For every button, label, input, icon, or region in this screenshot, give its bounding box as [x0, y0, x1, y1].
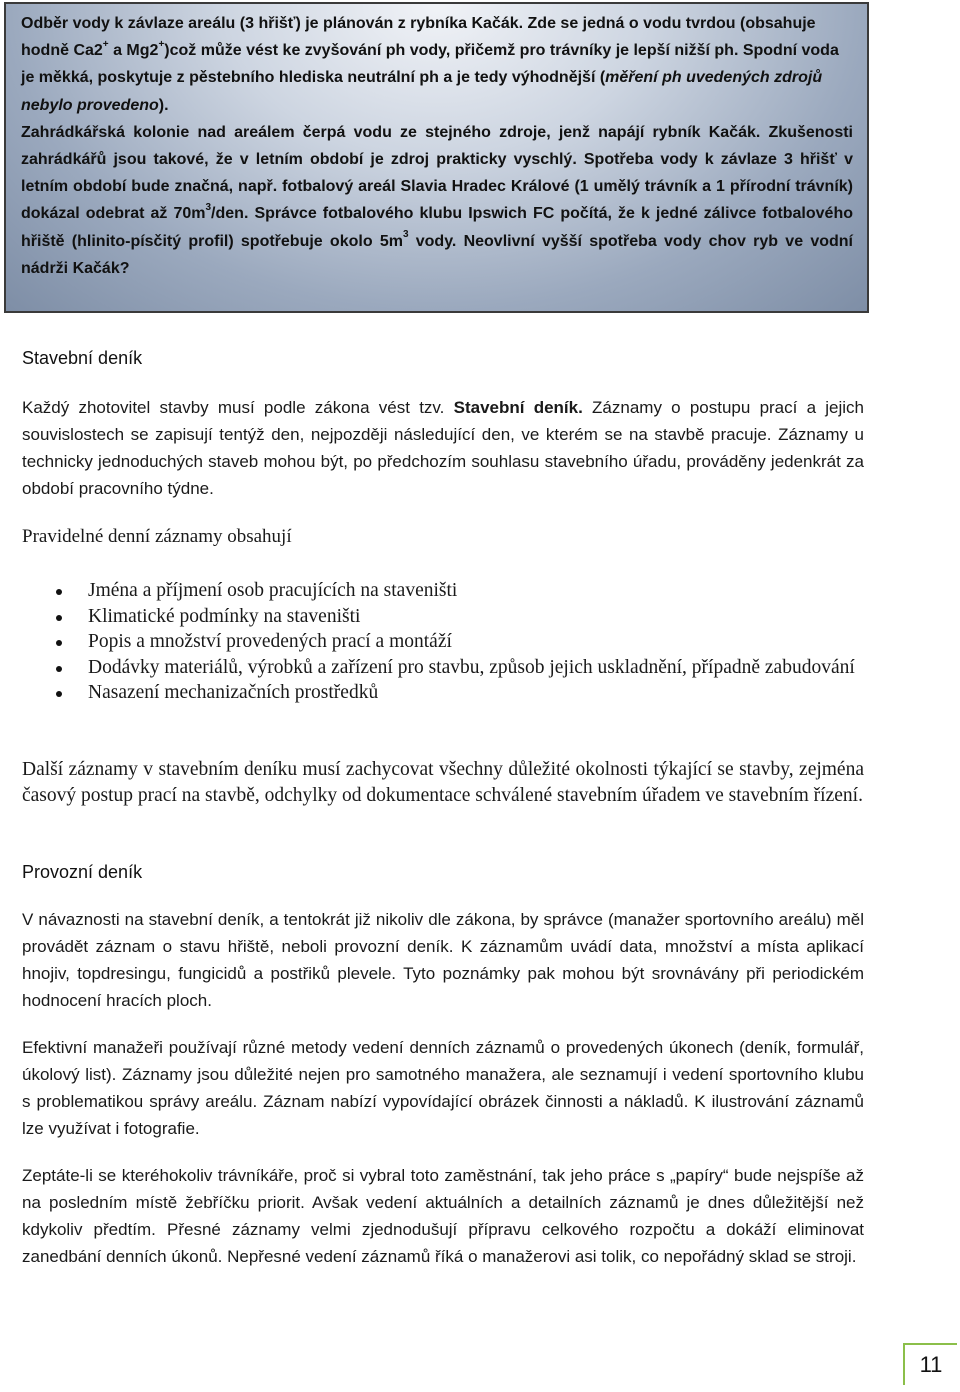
provozni-paragraph-3 — [22, 1162, 864, 1270]
stavebni-paragraph — [22, 394, 864, 502]
superscript: + — [102, 38, 109, 50]
callout-paragraph-1 — [21, 10, 853, 119]
text: Záznamy o postupu prací a jejich souvislostech se zapisují tentýž den, nejpozději následující den, ve kterém se na stavbě pracuje. Záznamy u technicky jednoduchých staveb mohou být, po předchozím souhlasu stavebního úřadu, prováděny jedenkrát za období pracovního týdne. — [22, 398, 864, 498]
text: Každý zhotovitel stavby musí podle zákona vést tzv. — [22, 398, 454, 417]
paragraph: Další záznamy v stavebním deníku musí zachycovat všechny důležité okolnosti týkající se stavby, zejména časový postup prací na stavbě, odchylky od dokumentace schválené stavebním úřadem ve stavebním řízení. — [22, 759, 864, 806]
superscript: 3 — [205, 202, 212, 214]
callout-text: )což může vést ke zvyšování ph vody, přičemž pro trávníky je lepší nižší ph. — [164, 42, 739, 60]
provozni-paragraph-2 — [22, 1034, 864, 1142]
records-list — [22, 578, 864, 706]
water-note-callout — [4, 2, 869, 313]
section-heading: Provozní deník — [22, 862, 143, 882]
bold-term: Stavební deník. — [453, 398, 583, 417]
callout-text: ). — [158, 96, 169, 114]
stavebni-denik-section — [22, 348, 864, 369]
callout-text: vody. Neovlivní vyšší spotřeba vody chov ryb ve vodní nádrži Kačák? — [21, 232, 853, 277]
callout-italic-note: měření ph uvedených zdrojů nebylo provedeno — [21, 69, 823, 114]
section-heading: Stavební deník — [22, 348, 143, 368]
paragraph: Efektivní manažeři používají různé metody vedení denních záznamů o provedených úkonech (deník, formulář, úkolový list). Záznamy jsou důležité nejen pro samotného manažera, ale seznamují i vedení sportovního klubu s problematikou správy areálu. Záznam nabízí vypovídající obrázek činnosti a nákladů. K ilustrování záznamů lze využívat i fotografie. — [22, 1038, 864, 1138]
callout-text: /den. Správce fotbalového klubu Ipswich FC počítá, že k jedné zálivce fotbalového hřiště (hlinito-písčitý profil) spotřebuje okolo 5m — [21, 205, 853, 250]
paragraph: Zeptáte-li se kteréhokoliv trávníkáře, proč si vybral toto zaměstnání, tak jeho práce s „papíry“ bude nejspíše až na posledním místě žebříčku priorit. Avšak vedení aktuálních a detailních záznamů je dnes důležitější než kdykoliv předtím. Přesné záznamy velmi zjednodušují přípravu celkového rozpočtu a dokáží eliminovat zanedbání denních úkonů. Nepřesné vedení záznamů říká o manažerovi asi tolik, co nepořádný sklad se stroji. — [22, 1166, 864, 1266]
paragraph — [22, 394, 864, 502]
superscript: + — [158, 38, 165, 50]
stavebni-closing — [22, 757, 864, 809]
paragraph: V návaznosti na stavební deník, a tentokrát již nikoliv dle zákona, by správce (manažer sportovního areálu) měl provádět záznam o stavu hřiště, neboli provozní deník. K záznamům uvádí data, množství a místa aplikací hnojiv, topdresingu, fungicidů a postřiků plevele. Tyto poznámky pak mohou být srovnávány při periodickém hodnocení hracích ploch. — [22, 910, 864, 1010]
bullet-list — [22, 578, 864, 706]
page-number: 11 — [903, 1343, 957, 1385]
callout-paragraph-2 — [21, 119, 853, 282]
list-item: Nasazení mechanizačních prostředků — [22, 680, 864, 706]
list-item: Dodávky materiálů, výrobků a zařízení pro stavbu, způsob jejich uskladnění, případně zabudování — [22, 655, 864, 681]
provozni-paragraph-1 — [22, 906, 864, 1014]
list-item: Popis a množství provedených prací a montáží — [22, 629, 864, 655]
lead-text: Pravidelné denní záznamy obsahují — [22, 526, 292, 547]
records-lead — [22, 526, 864, 548]
provozni-denik-section — [22, 862, 864, 883]
list-item: Jména a příjmení osob pracujících na staveništi — [22, 578, 864, 604]
callout-text: Spodní voda je měkká, poskytuje z pěstebního hlediska neutrální ph a je tedy výhodnější ( — [21, 42, 839, 87]
callout-text: Zahrádkářská kolonie nad areálem čerpá vodu ze stejného zdroje, jenž napájí rybník Kačák. Zkušenosti zahrádkářů jsou takové, že v letním období je zdroj prakticky vyschlý. Spotřeba vody k závlaze 3 hřišť v letním období bude značná, např. fotbalový areál Slavia Hradec Králové (1 umělý trávník a 1 přírodní trávník) dokázal odebrat až 70m — [21, 123, 853, 223]
superscript: 3 — [402, 229, 409, 241]
callout-text: Odběr vody k závlaze areálu (3 hřišť) je plánován z rybníka Kačák. Zde se jedná o vodu tvrdou (obsahuje hodně Ca2 — [21, 15, 816, 60]
callout-text: a Mg2 — [108, 42, 159, 60]
list-item: Klimatické podmínky na staveništi — [22, 604, 864, 630]
